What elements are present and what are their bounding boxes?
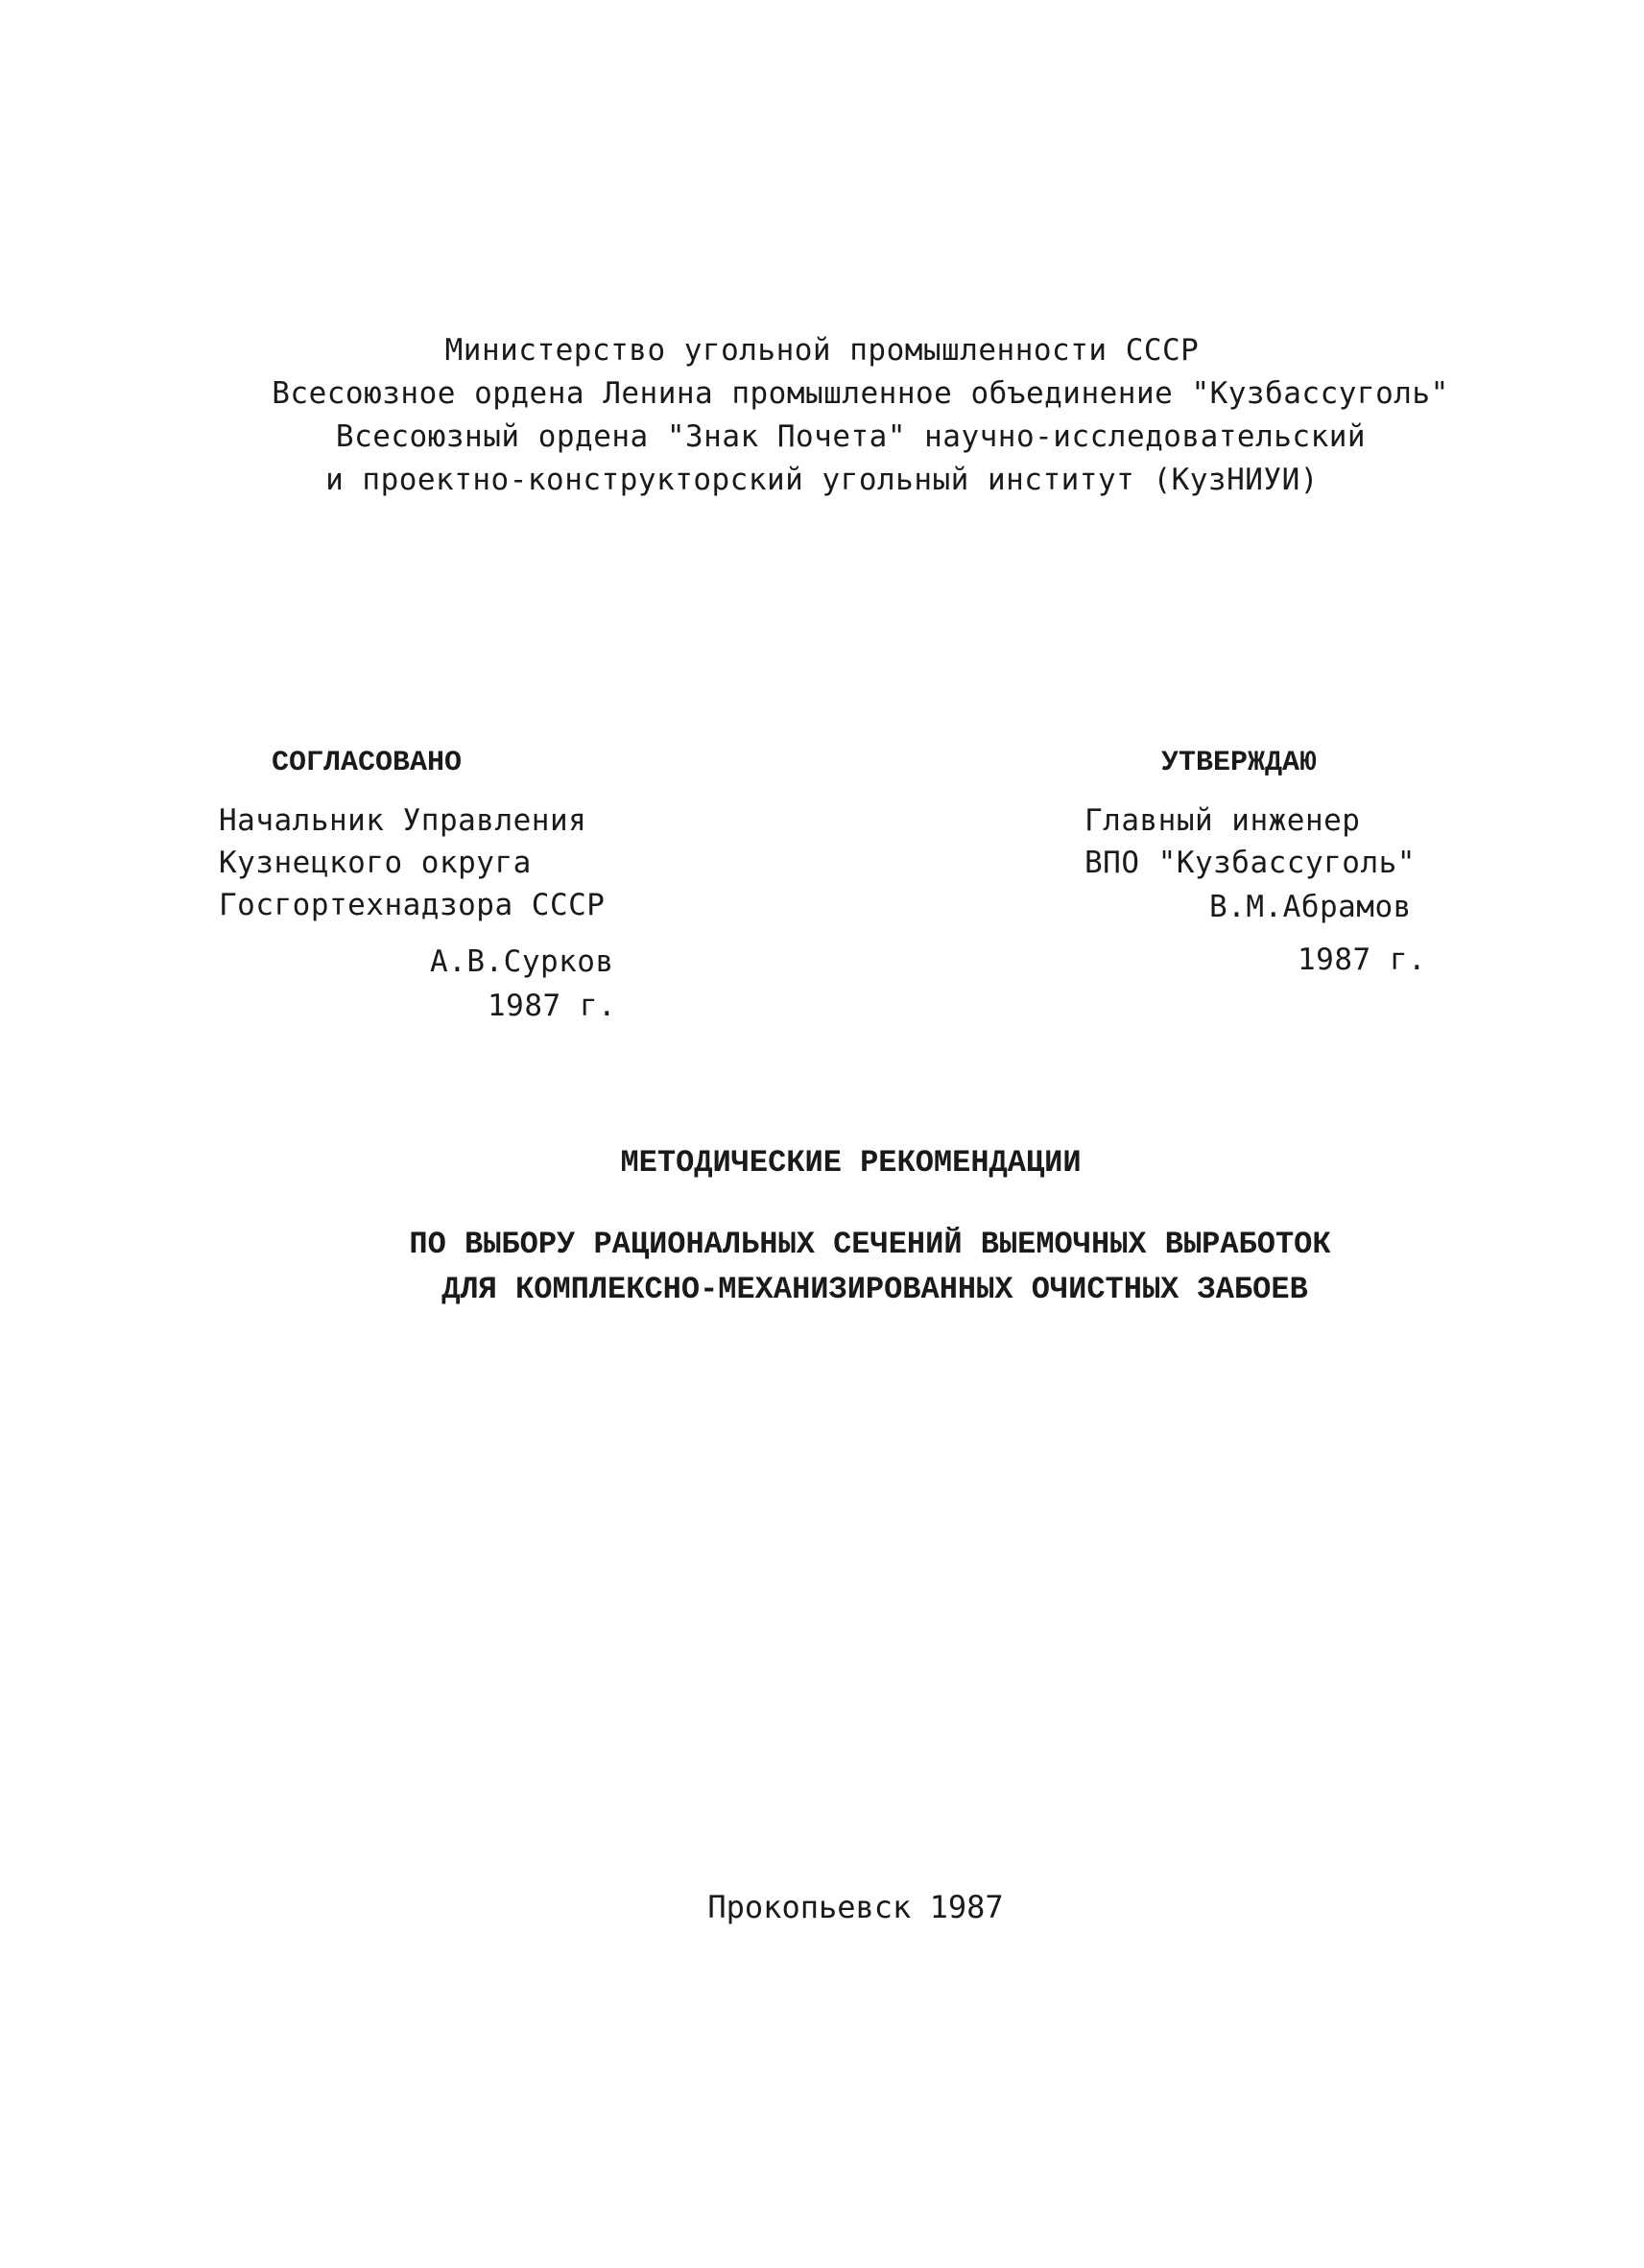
approval-left-position-3: Госгортехнадзора СССР	[219, 888, 606, 922]
approval-left-year: 1987 г.	[488, 989, 617, 1023]
place-and-year: Прокопьевск 1987	[707, 1889, 1004, 1925]
institute-line-1: Всесоюзный ордена "Знак Почета" научно-исследовательский	[335, 419, 1367, 454]
association-line: Всесоюзное ордена Ленина промышленное объединение "Кузбассуголь"	[272, 376, 1449, 411]
document-title: МЕТОДИЧЕСКИЕ РЕКОМЕНДАЦИИ	[620, 1145, 1082, 1181]
document-subtitle-line-2: ДЛЯ КОМПЛЕКСНО-МЕХАНИЗИРОВАННЫХ ОЧИСТНЫХ ЗАБОЕВ	[441, 1272, 1308, 1307]
ministry-line: Министерство угольной промышленности СССР	[444, 333, 1200, 368]
approval-right-heading: УТВЕРЖДАЮ	[1161, 747, 1318, 779]
institute-line-2: и проектно-конструкторский угольный институт (КузНИУИ)	[325, 463, 1319, 497]
approval-right-year: 1987 г.	[1298, 943, 1427, 977]
approval-left-signatory: А.В.Сурков	[430, 944, 614, 979]
approval-left-heading: СОГЛАСОВАНО	[272, 747, 463, 779]
approval-right-position-2: ВПО "Кузбассуголь"	[1084, 846, 1416, 880]
approval-left-position-1: Начальник Управления	[219, 803, 587, 838]
approval-left-position-2: Кузнецкого округа	[219, 846, 532, 880]
approval-right-position-1: Главный инженер	[1084, 803, 1361, 838]
approval-right-signatory: В.М.Абрамов	[1209, 890, 1412, 924]
document-subtitle-line-1: ПО ВЫБОРУ РАЦИОНАЛЬНЫХ СЕЧЕНИЙ ВЫЕМОЧНЫХ ВЫРАБОТОК	[409, 1227, 1331, 1262]
